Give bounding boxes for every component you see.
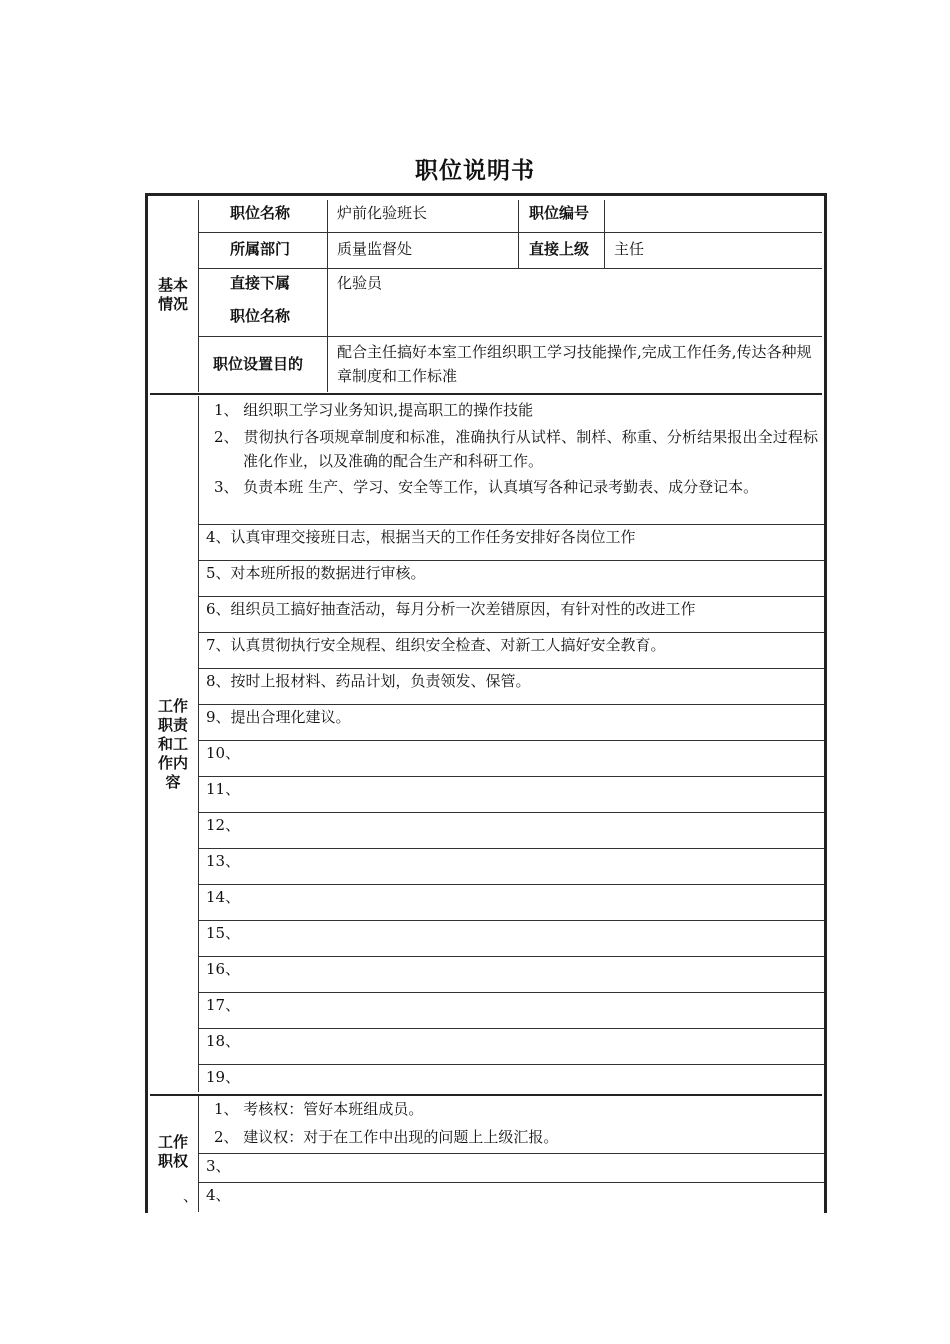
duty-item: 9、提出合理化建议。	[206, 708, 351, 726]
duty-item: 7、认真贯彻执行安全规程、组织安全检查、对新工人搞好安全教育。	[206, 636, 666, 654]
duty-item: 10、	[206, 744, 241, 762]
duty-item: 19、	[206, 1068, 241, 1086]
left-column-divider	[198, 396, 199, 1092]
duty-item: 17、	[206, 996, 241, 1014]
purpose-label: 职位设置目的	[213, 355, 304, 373]
department-value: 质量监督处	[337, 240, 413, 258]
label-value-divider	[327, 200, 328, 392]
subordinate-label-line1: 直接下属	[230, 274, 291, 292]
mid-divider-a	[518, 200, 519, 268]
duty-item: 2、 贯彻执行各项规章制度和标准，准确执行从试样、制样、称重、分析结果报出全过程标准化作业，以及准确的配合生产和科研工作。	[214, 428, 818, 470]
department-label: 所属部门	[230, 240, 291, 258]
position-no-label: 职位编号	[529, 204, 590, 222]
duty-item: 3、 负责本班 生产、学习、安全等工作，认真填写各种记录考勤表、成分登记本。	[214, 478, 759, 496]
superior-label: 直接上级	[529, 240, 590, 258]
duty-item: 14、	[206, 888, 241, 906]
authority-item: 2、 建议权：对于在工作中出现的问题上上级汇报。	[214, 1128, 559, 1146]
authority-row-divider	[198, 1153, 824, 1154]
subordinate-label-line2: 职位名称	[230, 307, 291, 325]
left-column-divider	[198, 200, 199, 392]
row-divider	[198, 268, 822, 269]
duty-item: 11、	[206, 780, 241, 798]
duty-item: 8、按时上报材料、药品计划，负责领发、保管。	[206, 672, 531, 690]
authority-trailing-mark: 、	[183, 1187, 199, 1205]
basic-section-label: 基本 情况	[157, 276, 188, 313]
row-divider	[198, 232, 822, 233]
authority-row-divider	[198, 1182, 824, 1183]
authority-item: 3、	[206, 1157, 231, 1175]
duty-item: 18、	[206, 1032, 241, 1050]
row-divider	[198, 336, 822, 337]
authority-item: 1、 考核权：管好本班组成员。	[214, 1100, 424, 1118]
duty-item: 1、 组织职工学习业务知识,提高职工的操作技能	[214, 401, 534, 419]
page-title: 职位说明书	[415, 158, 535, 184]
left-column-divider	[198, 1096, 199, 1212]
superior-value: 主任	[614, 240, 645, 258]
duty-item: 4、认真审理交接班日志，根据当天的工作任务安排好各岗位工作	[206, 528, 636, 546]
subordinate-value: 化验员	[337, 274, 383, 292]
authority-item: 4、	[206, 1186, 231, 1204]
section-divider	[150, 1094, 822, 1096]
authority-section-label: 工作 职权	[157, 1133, 188, 1170]
duty-item: 12、	[206, 816, 241, 834]
position-name-label: 职位名称	[230, 204, 291, 222]
duty-item: 6、组织员工搞好抽查活动，每月分析一次差错原因，有针对性的改进工作	[206, 600, 696, 618]
purpose-value: 配合主任搞好本室工作组织职工学习技能操作,完成工作任务,传达各种规章制度和工作标准	[337, 343, 812, 385]
position-name-value: 炉前化验班长	[337, 204, 428, 222]
duties-section-label: 工作 职责 和工 作内 容	[157, 697, 188, 791]
duty-item: 13、	[206, 852, 241, 870]
duty-item: 15、	[206, 924, 241, 942]
duty-item: 5、对本班所报的数据进行审核。	[206, 564, 426, 582]
section-divider	[150, 393, 822, 395]
mid-divider-b	[604, 200, 605, 268]
duty-item: 16、	[206, 960, 241, 978]
